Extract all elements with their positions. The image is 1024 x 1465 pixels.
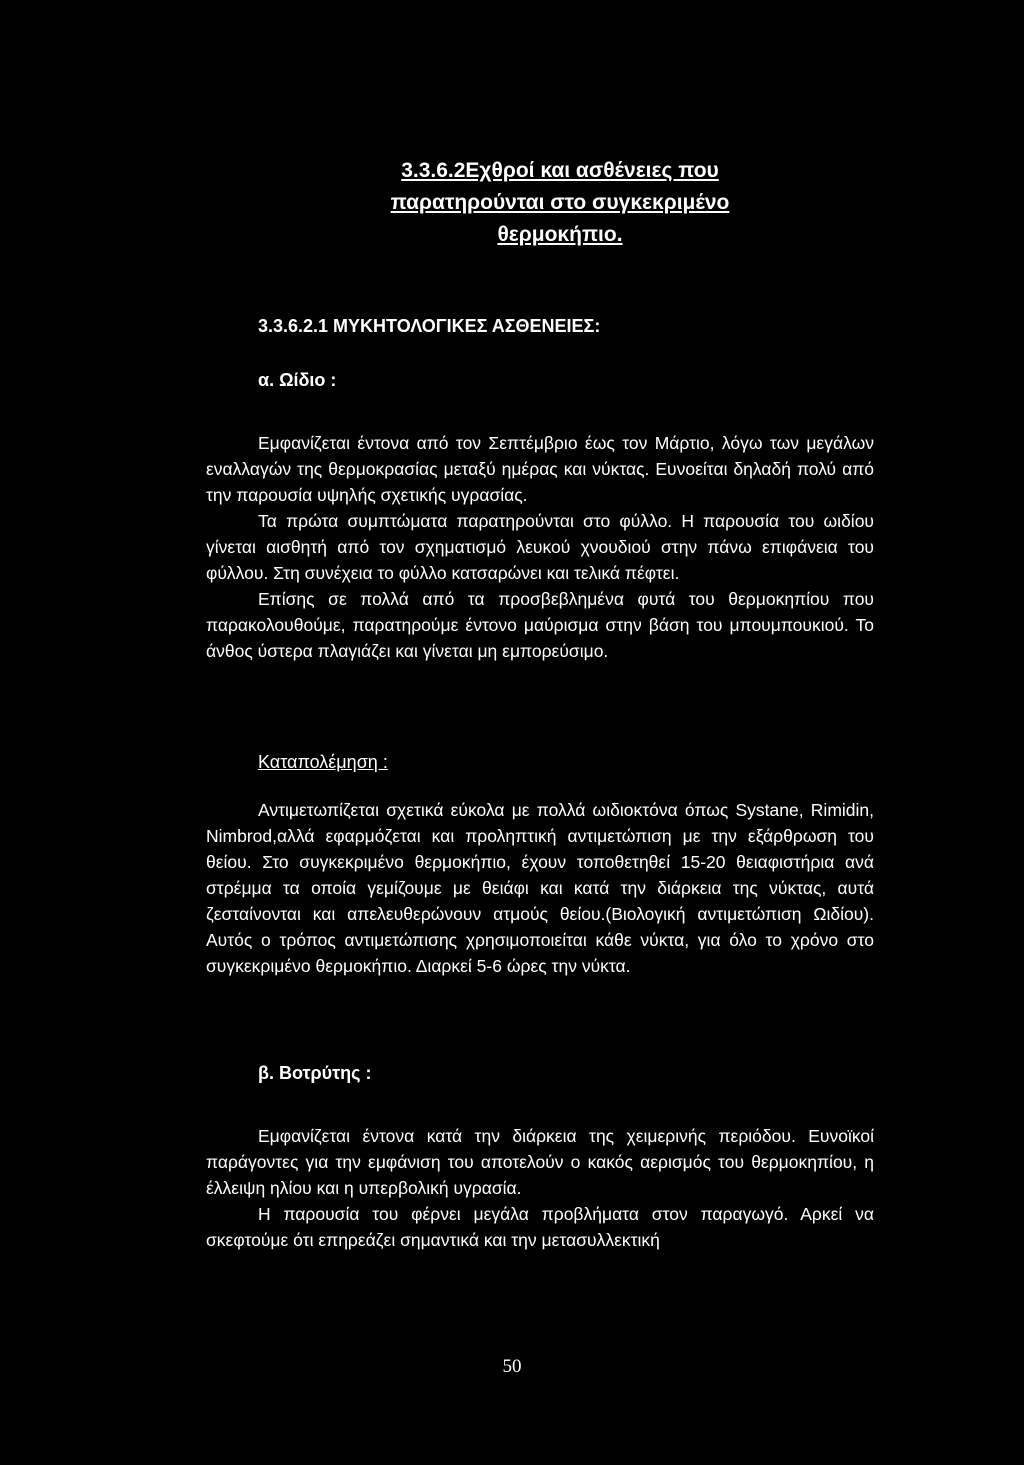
control-label: Καταπολέμηση :: [258, 752, 388, 772]
disease-a-title: α. Ωίδιο :: [258, 370, 337, 390]
disease-a-paragraph-2: Τα πρώτα συμπτώματα παρατηρούνται στο φύλλο. Η παρουσία του ωιδίου γίνεται αισθητή από τον σχηματισμό λευκού χνουδιού στην πάνω επιφάνεια του φύλλου. Στη συνέχεια το φύλλο κατσαρώνει και τελικά πέφτει.: [206, 511, 874, 583]
disease-b-paragraph-2: Η παρουσία του φέρνει μεγάλα προβλήματα στον παραγωγό. Αρκεί να σκεφτούμε ότι επηρεάζει σημαντικά και την μετασυλλεκτική: [206, 1204, 874, 1250]
disease-a-paragraph-1: Εμφανίζεται έντονα από τον Σεπτέμβριο έως τον Μάρτιο, λόγω των μεγάλων εναλλαγών της θερμοκρασίας μεταξύ ημέρας και νύκτας. Ευνοείται δηλαδή πολύ από την παρουσία υψηλής σχετικής υγρασίας.: [206, 433, 874, 505]
section-title: 3.3.6.2Εχθροί και ασθένειες που παρατηρούνται στο συγκεκριμένο θερμοκήπιο.: [390, 159, 730, 246]
disease-b-title: β. Βοτρύτης :: [258, 1063, 372, 1083]
page-number: 50: [502, 1356, 522, 1377]
disease-b-paragraph-1: Εμφανίζεται έντονα κατά την διάρκεια της χειμερινής περιόδου. Ευνοϊκοί παράγοντες για την εμφάνιση του αποτελούν ο κακός αερισμός του θερμοκηπίου, η έλλειψη ηλίου και η υπερβολική υγρασία.: [206, 1126, 874, 1198]
control-description: [206, 797, 874, 979]
disease-a-paragraph-3: Επίσης σε πολλά από τα προσβεβλημένα φυτά του θερμοκηπίου που παρακολουθούμε, παρατηρούμε έντονο μαύρισμα στην βάση του μπουμπουκιού. Το άνθος ύστερα πλαγιάζει και γίνεται μη εμπορεύσιμο.: [206, 589, 874, 661]
disease-a-description: [206, 430, 874, 664]
disease-b-description: [206, 1123, 874, 1253]
control-paragraph: Αντιμετωπίζεται σχετικά εύκολα με πολλά ωιδιοκτόνα όπως Systane, Rimidin, Nimbrod,αλλά εφαρμόζεται και προληπτική αντιμετώπιση με την εξάρθρωση του θείου. Στο συγκεκριμένο θερμοκήπιο, έχουν τοποθετηθεί 15-20 θειαφιστήρια ανά στρέμμα τα οποία γεμίζουμε με θειάφι και κατά την διάρκεια της νύκτας, αυτά ζεσταίνονται και απελευθερώνουν ατμούς θείου.(Βιολογική αντιμετώπιση Ωιδίου). Αυτός ο τρόπος αντιμετώπισης χρησιμοποιείται κάθε νύκτα, για όλο το χρόνο στο συγκεκριμένο θερμοκήπιο. Διαρκεί 5-6 ώρες την νύκτα.: [206, 800, 874, 976]
subsection-heading: 3.3.6.2.1 ΜΥΚΗΤΟΛΟΓΙΚΕΣ ΑΣΘΕΝΕΙΕΣ:: [258, 316, 601, 336]
